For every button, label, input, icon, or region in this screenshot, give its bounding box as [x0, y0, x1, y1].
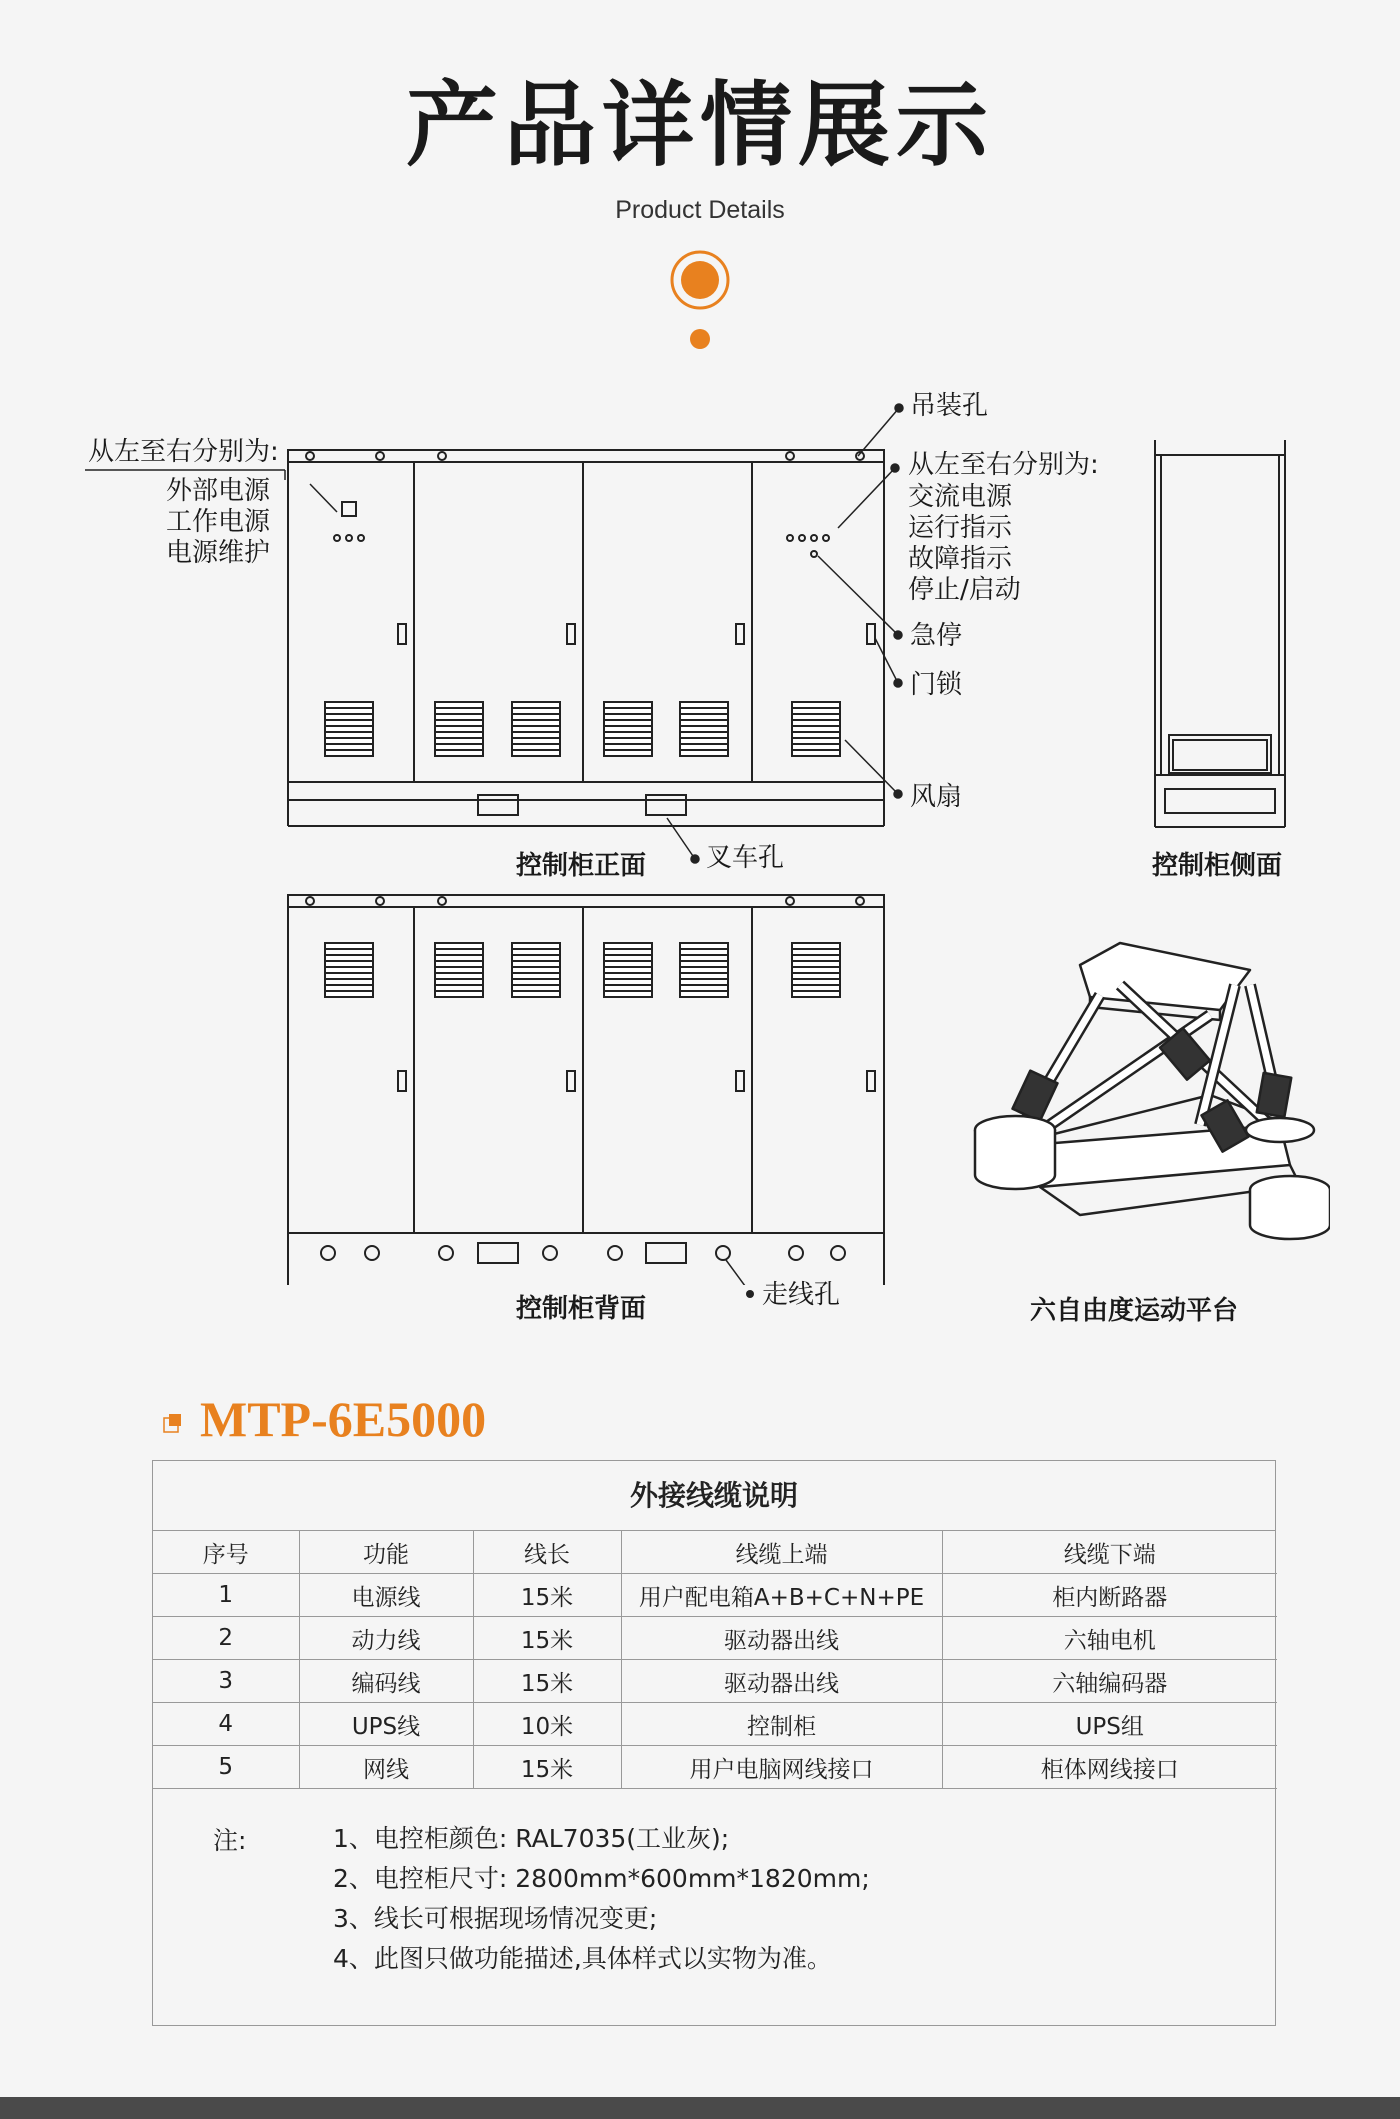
table-cell: 驱动器出线 [621, 1660, 942, 1703]
table-cell: 15米 [473, 1660, 621, 1703]
left-callout-item: 工作电源 [166, 507, 271, 537]
right-callout-title: 从左至右分别为: [908, 450, 1099, 480]
table-row [153, 1617, 1277, 1660]
table-cell: 15米 [473, 1574, 621, 1617]
note-label: 注: [213, 1826, 247, 1855]
table-cell: 5 [153, 1746, 299, 1789]
fan-label: 风扇 [910, 782, 963, 812]
table-cell: 电源线 [299, 1574, 473, 1617]
table-cell: 用户电脑网线接口 [621, 1746, 942, 1789]
table-cell: 用户配电箱A+B+C+N+PE [621, 1574, 942, 1617]
table-cell: 4 [153, 1703, 299, 1746]
table-cell: UPS组 [942, 1703, 1277, 1746]
left-callout-item: 电源维护 [166, 538, 271, 568]
column-header: 序号 [153, 1531, 299, 1574]
left-callout-title: 从左至右分别为: [88, 437, 279, 467]
cable-spec-table [152, 1460, 1276, 2026]
decorative-dots-icon [660, 245, 740, 355]
table-cell: 10米 [473, 1703, 621, 1746]
wiring-hole-pointer-dot [740, 1285, 760, 1305]
table-title: 外接线缆说明 [153, 1461, 1275, 1531]
column-header: 功能 [299, 1531, 473, 1574]
table-cell: 动力线 [299, 1617, 473, 1660]
table-cell: 1 [153, 1574, 299, 1617]
cable-table [153, 1531, 1277, 1789]
table-cell: 编码线 [299, 1660, 473, 1703]
table-cell: 六轴编码器 [942, 1660, 1277, 1703]
table-row [153, 1703, 1277, 1746]
table-cell: 柜内断路器 [942, 1574, 1277, 1617]
page-subtitle: Product Details [615, 196, 785, 224]
right-callout-item: 故障指示 [908, 544, 1013, 574]
note-item: 3、线长可根据现场情况变更; [333, 1904, 658, 1933]
column-header: 线缆上端 [621, 1531, 942, 1574]
note-item: 1、电控柜颜色: RAL7035(工业灰); [333, 1824, 730, 1853]
table-cell: 15米 [473, 1617, 621, 1660]
right-callout-item: 交流电源 [908, 482, 1013, 512]
table-cell: 柜体网线接口 [942, 1746, 1277, 1789]
note-item: 4、此图只做功能描述,具体样式以实物为准。 [333, 1944, 832, 1973]
cabinet-side-drawing [1145, 435, 1295, 835]
left-callout-item: 外部电源 [166, 476, 271, 506]
front-view-caption: 控制柜正面 [516, 851, 647, 881]
table-cell: 2 [153, 1617, 299, 1660]
emergency-stop-label: 急停 [910, 621, 963, 651]
page-title: 产品详情展示 [405, 72, 994, 179]
table-cell: 3 [153, 1660, 299, 1703]
model-name: MTP-6E5000 [200, 1391, 487, 1447]
platform-caption: 六自由度运动平台 [1030, 1296, 1239, 1326]
back-view-caption: 控制柜背面 [516, 1294, 647, 1324]
footer-bar [0, 2097, 1400, 2119]
square-bullet-icon [162, 1412, 186, 1436]
right-callout-item: 停止/启动 [908, 575, 1021, 605]
side-view-caption: 控制柜侧面 [1152, 851, 1283, 881]
table-row [153, 1746, 1277, 1789]
right-callout-item: 运行指示 [908, 513, 1013, 543]
column-header: 线长 [473, 1531, 621, 1574]
table-cell: 网线 [299, 1746, 473, 1789]
table-cell: 六轴电机 [942, 1617, 1277, 1660]
table-cell: 15米 [473, 1746, 621, 1789]
note-item: 2、电控柜尺寸: 2800mm*600mm*1820mm; [333, 1864, 870, 1893]
table-row [153, 1660, 1277, 1703]
column-header: 线缆下端 [942, 1531, 1277, 1574]
cabinet-back-drawing [280, 885, 900, 1285]
forklift-hole-label: 叉车孔 [706, 843, 785, 873]
table-header-row [153, 1531, 1277, 1574]
lifting-hole-label: 吊装孔 [910, 391, 989, 421]
table-cell: 驱动器出线 [621, 1617, 942, 1660]
door-lock-label: 门锁 [910, 670, 963, 700]
motion-platform-illustration [960, 925, 1330, 1255]
table-cell: 控制柜 [621, 1703, 942, 1746]
table-row [153, 1574, 1277, 1617]
table-cell: UPS线 [299, 1703, 473, 1746]
wiring-hole-label: 走线孔 [762, 1280, 841, 1310]
